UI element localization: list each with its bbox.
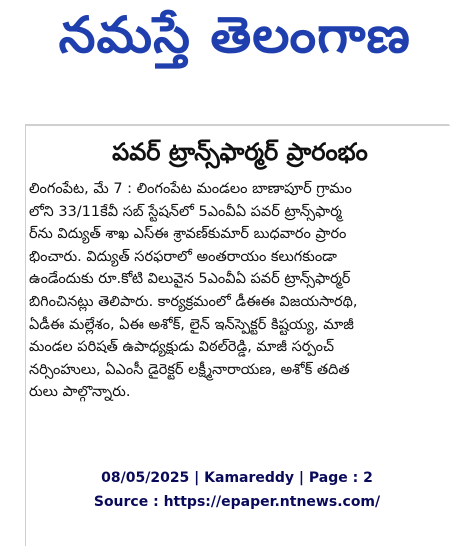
article-line: మండల పరిషత్ ఉపాధ్యక్షుడు విఠల్‌రెడ్డి, మాజీ సర్పంచ్ — [29, 339, 335, 356]
article-line: ఉండేందుకు రూ.కోటి విలువైన 5ఎంవీఏ పవర్ ట్రాన్స్‌ఫార్మర్ — [29, 271, 351, 288]
article-line: నర్సింహులు, ఏఎంసీ డైరెక్టర్ లక్ష్మీనారాయణ, అశోక్ తదిత — [29, 361, 350, 378]
article-line: రులు పాల్గొన్నారు. — [29, 384, 131, 401]
source-link[interactable]: Source : https://epaper.ntnews.com/ — [93, 494, 381, 510]
publication-meta: 08/05/2025 | Kamareddy | Page : 2 — [101, 470, 373, 486]
article-line: భించారు. విద్యుత్ సరఫరాలో అంతరాయం కలుగకుండా — [29, 248, 337, 265]
newspaper-masthead — [20, 6, 450, 76]
article-body — [29, 178, 447, 404]
masthead-title: నమస్తే తెలంగాణ — [58, 5, 412, 64]
article-line: ర్‌ను విద్యుత్ శాఖ ఎస్ఈ శ్రావణ్‌కుమార్ బుధవారం ప్రారం — [29, 226, 347, 243]
article-line: లోని 33/11కేవీ సబ్ స్టేషన్‌లో 5ఎంవీఏ పవర్ ట్రాన్స్‌ఫార్మ — [29, 203, 342, 220]
article-line: బిగించినట్లు తెలిపారు. కార్యక్రమంలో డీఈఈ విజయసారథి, — [29, 293, 358, 310]
article-headline: పవర్ ట్రాన్స్‌ఫార్మర్ ప్రారంభం — [112, 138, 368, 166]
article-line: లింగంపేట, మే 7 : లింగంపేట మండలం బాణాపూర్ గ్రామం — [29, 181, 352, 197]
article-line: ఏడీఈ మల్లేశం, ఏఈ అశోక్, లైన్ ఇన్‌స్పెక్టర్ కిష్టయ్య, మాజీ — [29, 316, 354, 333]
